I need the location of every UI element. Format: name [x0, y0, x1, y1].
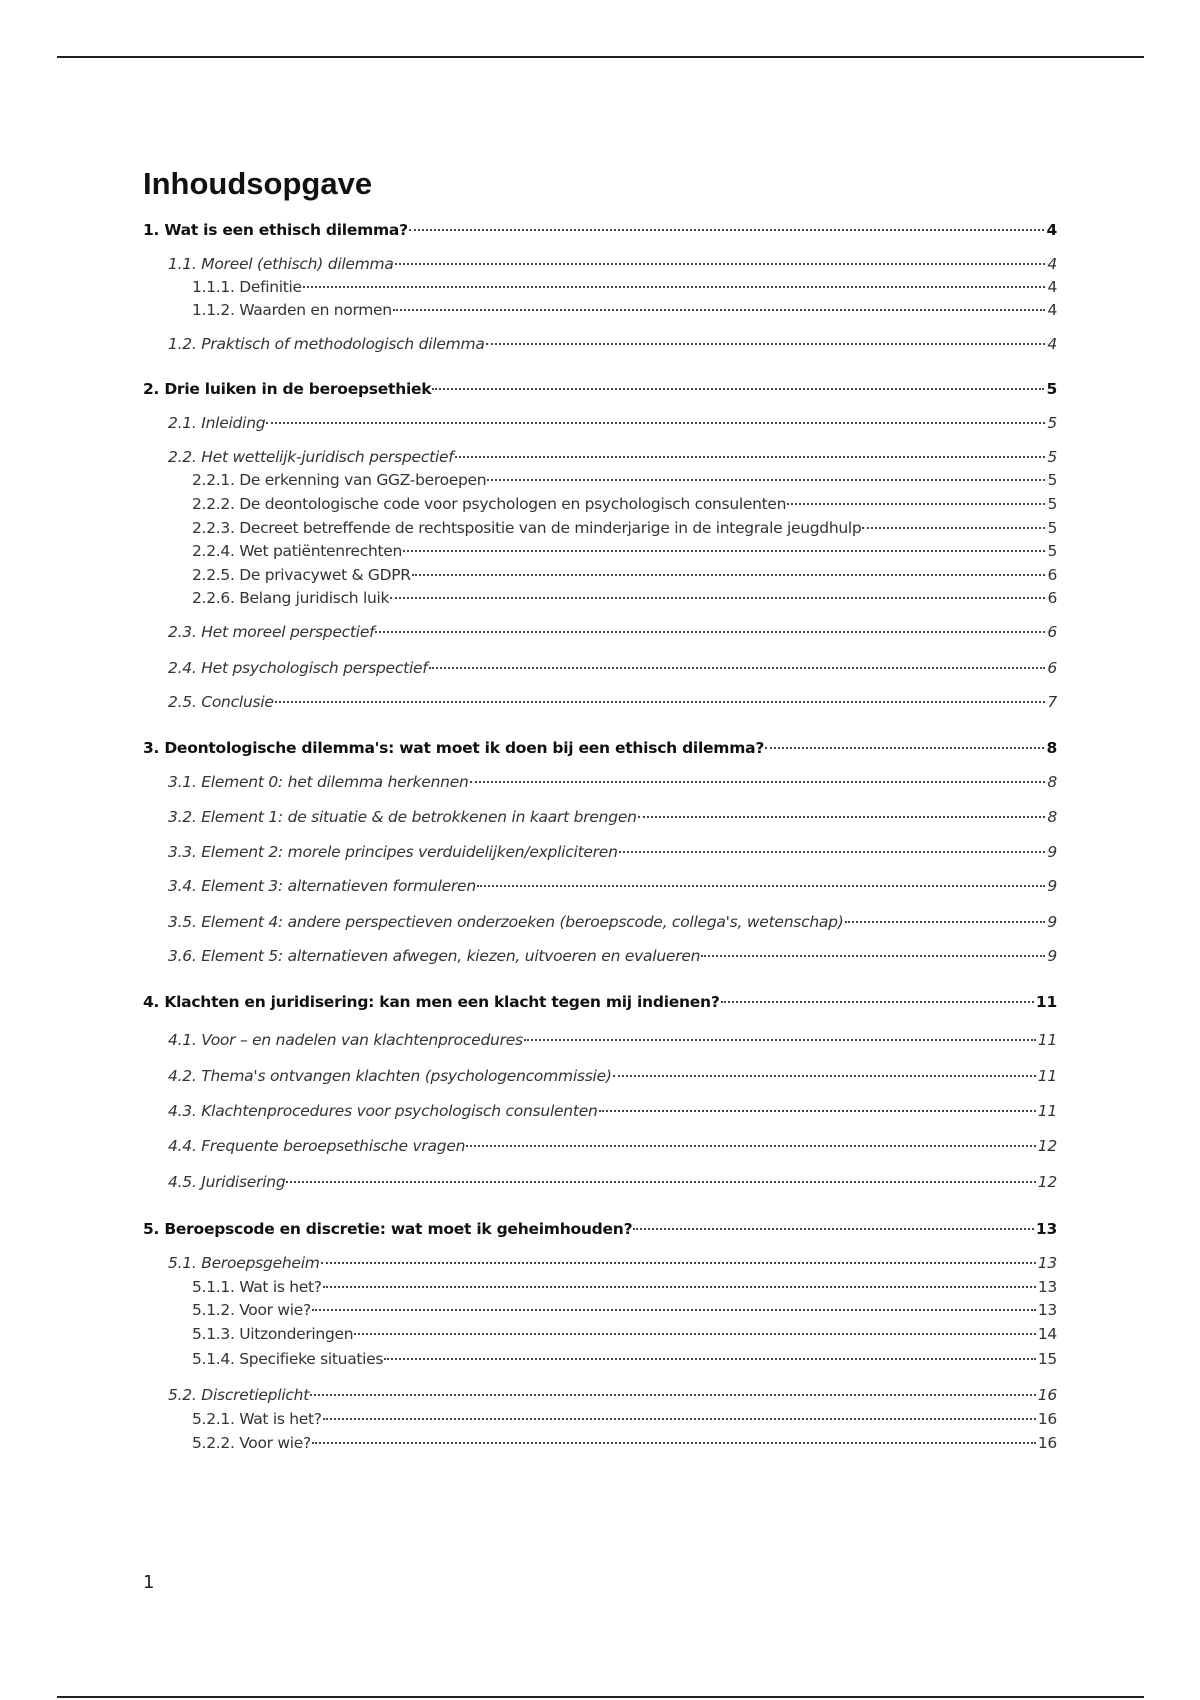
toc-entry-level-2[interactable]	[168, 1136, 1057, 1156]
toc-entry-level-2[interactable]	[168, 772, 1057, 792]
toc-entry-title: 4.2. Thema's ontvangen klachten (psychologencommissie)	[168, 1067, 612, 1085]
toc-entry-page-number: 6	[1047, 623, 1057, 641]
toc-dot-leader	[266, 422, 1045, 424]
toc-entry-page-number: 11	[1037, 1031, 1057, 1049]
toc-entry-page-number: 13	[1035, 1220, 1057, 1238]
toc-dot-leader	[412, 574, 1046, 576]
toc-dot-leader	[599, 1110, 1036, 1112]
toc-entry-title: 5.1. Beroepsgeheim	[168, 1254, 320, 1272]
toc-entry-page-number: 5	[1047, 495, 1057, 513]
toc-entry-title: 3.2. Element 1: de situatie & de betrokkenen in kaart brengen	[168, 808, 637, 826]
toc-dot-leader	[701, 955, 1045, 957]
toc-entry-title: 3.3. Element 2: morele principes verduidelijken/expliciteren	[168, 843, 618, 861]
toc-entry-title: 1.2. Praktisch of methodologisch dilemma	[168, 335, 485, 353]
toc-entry-title: 2.4. Het psychologisch perspectief	[168, 659, 428, 677]
toc-entry-title: 5.2.2. Voor wie?	[192, 1434, 311, 1452]
toc-entry-page-number: 4	[1047, 278, 1057, 296]
toc-dot-leader	[323, 1418, 1036, 1420]
toc-entry-level-2[interactable]	[168, 413, 1057, 433]
toc-dot-leader	[470, 781, 1046, 783]
toc-entry-level-2[interactable]	[168, 692, 1057, 712]
toc-dot-leader	[312, 1442, 1036, 1444]
toc-entry-title: 4.1. Voor – en nadelen van klachtenprocedures	[168, 1031, 523, 1049]
toc-entry-page-number: 5	[1047, 448, 1057, 466]
toc-entry-title: 3.5. Element 4: andere perspectieven onderzoeken (beroepscode, collega's, wetenschap)	[168, 913, 844, 931]
toc-dot-leader	[395, 263, 1046, 265]
toc-entry-title: 2.3. Het moreel perspectief	[168, 623, 375, 641]
toc-dot-leader	[455, 456, 1046, 458]
toc-entry-level-3[interactable]	[192, 300, 1057, 320]
toc-entry-page-number: 5	[1047, 542, 1057, 560]
toc-entry-title: 2.2.5. De privacywet & GDPR	[192, 566, 411, 584]
toc-entry-level-2[interactable]	[168, 447, 1057, 467]
toc-entry-page-number: 11	[1037, 1067, 1057, 1085]
toc-entry-level-2[interactable]	[168, 876, 1057, 896]
toc-entry-page-number: 8	[1047, 773, 1057, 791]
toc-entry-title: 5.2. Discretieplicht	[168, 1386, 310, 1404]
toc-entry-title: 3.1. Element 0: het dilemma herkennen	[168, 773, 469, 791]
toc-entry-page-number: 4	[1046, 221, 1057, 239]
toc-entry-level-2[interactable]	[168, 1253, 1057, 1273]
toc-entry-page-number: 11	[1035, 993, 1057, 1011]
toc-entry-level-2[interactable]	[168, 658, 1057, 678]
toc-dot-leader	[466, 1145, 1036, 1147]
toc-dot-leader	[354, 1333, 1036, 1335]
footer-rule	[57, 1696, 1144, 1698]
toc-entry-level-2[interactable]	[168, 912, 1057, 932]
toc-dot-leader	[310, 1394, 1036, 1396]
toc-entry-page-number: 9	[1047, 843, 1057, 861]
toc-dot-leader	[486, 343, 1046, 345]
toc-entry-title: 4.4. Frequente beroepsethische vragen	[168, 1137, 466, 1155]
toc-dot-leader	[286, 1181, 1035, 1183]
toc-entry-level-2[interactable]	[168, 334, 1057, 354]
toc-entry-title: 2.5. Conclusie	[168, 693, 274, 711]
toc-entry-level-2[interactable]	[168, 1172, 1057, 1192]
toc-entry-page-number: 6	[1047, 659, 1057, 677]
toc-dot-leader	[787, 503, 1045, 505]
toc-dot-leader	[477, 885, 1045, 887]
toc-entry-page-number: 4	[1047, 255, 1057, 273]
toc-entry-level-1[interactable]	[143, 379, 1057, 399]
toc-dot-leader	[321, 1262, 1036, 1264]
toc-entry-title: 3.6. Element 5: alternatieven afwegen, kiezen, uitvoeren en evalueren	[168, 947, 701, 965]
toc-entry-page-number: 8	[1047, 808, 1057, 826]
toc-dot-leader	[312, 1309, 1036, 1311]
toc-entry-page-number: 16	[1037, 1434, 1057, 1452]
toc-entry-level-1[interactable]	[143, 738, 1057, 758]
toc-entry-title: 4.5. Juridisering	[168, 1173, 286, 1191]
toc-dot-leader	[384, 1358, 1036, 1360]
toc-entry-title: 5. Beroepscode en discretie: wat moet ik geheimhouden?	[143, 1220, 633, 1238]
toc-entry-page-number: 5	[1047, 519, 1057, 537]
toc-entry-page-number: 14	[1037, 1325, 1057, 1343]
toc-entry-level-2[interactable]	[168, 1030, 1057, 1050]
toc-dot-leader	[721, 1001, 1034, 1003]
toc-entry-title: 3.4. Element 3: alternatieven formuleren	[168, 877, 476, 895]
toc-entry-page-number: 12	[1037, 1173, 1057, 1191]
toc-dot-leader	[845, 921, 1046, 923]
toc-dot-leader	[303, 286, 1046, 288]
toc-entry-level-2[interactable]	[168, 1066, 1057, 1086]
toc-entry-page-number: 8	[1046, 739, 1057, 757]
toc-entry-page-number: 5	[1046, 380, 1057, 398]
toc-entry-title: 1.1.2. Waarden en normen	[192, 301, 392, 319]
toc-entry-title: 5.1.2. Voor wie?	[192, 1301, 311, 1319]
toc-entry-level-2[interactable]	[168, 807, 1057, 827]
page-title: Inhoudsopgave	[143, 166, 373, 201]
toc-dot-leader	[375, 631, 1045, 633]
toc-entry-page-number: 13	[1037, 1254, 1057, 1272]
toc-dot-leader	[429, 667, 1046, 669]
toc-entry-level-2[interactable]	[168, 254, 1057, 274]
toc-dot-leader	[487, 479, 1045, 481]
toc-dot-leader	[432, 388, 1044, 390]
toc-entry-page-number: 7	[1047, 693, 1057, 711]
toc-entry-level-3[interactable]	[192, 1409, 1057, 1429]
toc-entry-level-2[interactable]	[168, 946, 1057, 966]
toc-entry-page-number: 5	[1047, 414, 1057, 432]
toc-entry-level-3[interactable]	[192, 1349, 1057, 1369]
toc-entry-title: 1. Wat is een ethisch dilemma?	[143, 221, 408, 239]
toc-entry-title: 2.2. Het wettelijk-juridisch perspectief	[168, 448, 454, 466]
toc-dot-leader	[275, 701, 1046, 703]
toc-entry-level-1[interactable]	[143, 992, 1057, 1012]
toc-entry-title: 2. Drie luiken in de beroepsethiek	[143, 380, 432, 398]
toc-entry-page-number: 6	[1047, 589, 1057, 607]
toc-entry-level-3[interactable]	[192, 565, 1057, 585]
toc-entry-page-number: 9	[1047, 913, 1057, 931]
toc-entry-page-number: 4	[1047, 301, 1057, 319]
toc-entry-page-number: 13	[1037, 1278, 1057, 1296]
toc-entry-level-2[interactable]	[168, 842, 1057, 862]
toc-entry-title: 2.2.2. De deontologische code voor psychologen en psychologisch consulenten	[192, 495, 787, 513]
toc-dot-leader	[409, 229, 1045, 231]
toc-entry-page-number: 13	[1037, 1301, 1057, 1319]
toc-entry-level-3[interactable]	[192, 518, 1057, 538]
toc-entry-title: 3. Deontologische dilemma's: wat moet ik doen bij een ethisch dilemma?	[143, 739, 765, 757]
toc-dot-leader	[613, 1075, 1036, 1077]
toc-dot-leader	[765, 747, 1044, 749]
toc-entry-title: 2.2.3. Decreet betreffende de rechtspositie van de minderjarige in de integrale jeugdhulp	[192, 519, 862, 537]
toc-entry-title: 2.1. Inleiding	[168, 414, 266, 432]
toc-entry-title: 4. Klachten en juridisering: kan men een klacht tegen mij indienen?	[143, 993, 720, 1011]
toc-entry-title: 2.2.4. Wet patiëntenrechten	[192, 542, 403, 560]
toc-dot-leader	[403, 550, 1045, 552]
toc-entry-page-number: 9	[1047, 947, 1057, 965]
toc-entry-title: 2.2.1. De erkenning van GGZ-beroepen	[192, 471, 487, 489]
toc-entry-title: 1.1. Moreel (ethisch) dilemma	[168, 255, 394, 273]
toc-entry-title: 5.1.3. Uitzonderingen	[192, 1325, 354, 1343]
toc-dot-leader	[524, 1039, 1036, 1041]
toc-dot-leader	[323, 1286, 1036, 1288]
toc-entry-title: 4.3. Klachtenprocedures voor psychologisch consulenten	[168, 1102, 598, 1120]
toc-entry-page-number: 5	[1047, 471, 1057, 489]
toc-entry-level-3[interactable]	[192, 1324, 1057, 1344]
toc-dot-leader	[619, 851, 1046, 853]
toc-entry-page-number: 16	[1037, 1410, 1057, 1428]
toc-dot-leader	[862, 527, 1045, 529]
toc-entry-level-1[interactable]	[143, 220, 1057, 240]
toc-entry-page-number: 4	[1047, 335, 1057, 353]
toc-entry-level-3[interactable]	[192, 588, 1057, 608]
toc-dot-leader	[393, 309, 1046, 311]
toc-entry-level-2[interactable]	[168, 1101, 1057, 1121]
toc-entry-level-3[interactable]	[192, 494, 1057, 514]
toc-entry-page-number: 6	[1047, 566, 1057, 584]
toc-entry-level-1[interactable]	[143, 1219, 1057, 1239]
toc-entry-level-3[interactable]	[192, 1433, 1057, 1453]
toc-dot-leader	[638, 816, 1046, 818]
toc-entry-title: 1.1.1. Definitie	[192, 278, 302, 296]
toc-entry-title: 5.2.1. Wat is het?	[192, 1410, 322, 1428]
toc-entry-title: 2.2.6. Belang juridisch luik	[192, 589, 390, 607]
toc-entry-page-number: 11	[1037, 1102, 1057, 1120]
toc-entry-level-2[interactable]	[168, 1385, 1057, 1405]
toc-entry-title: 5.1.1. Wat is het?	[192, 1278, 322, 1296]
toc-entry-level-3[interactable]	[192, 277, 1057, 297]
toc-entry-page-number: 16	[1037, 1386, 1057, 1404]
toc-entry-page-number: 15	[1037, 1350, 1057, 1368]
toc-dot-leader	[390, 597, 1045, 599]
toc-entry-page-number: 9	[1047, 877, 1057, 895]
page-number: 1	[143, 1572, 155, 1593]
toc-entry-level-3[interactable]	[192, 1277, 1057, 1297]
toc-entry-level-2[interactable]	[168, 622, 1057, 642]
toc-dot-leader	[633, 1228, 1034, 1230]
toc-entry-page-number: 12	[1037, 1137, 1057, 1155]
toc-entry-level-3[interactable]	[192, 470, 1057, 490]
toc-entry-title: 5.1.4. Specifieke situaties	[192, 1350, 384, 1368]
toc-entry-level-3[interactable]	[192, 541, 1057, 561]
toc-entry-level-3[interactable]	[192, 1300, 1057, 1320]
